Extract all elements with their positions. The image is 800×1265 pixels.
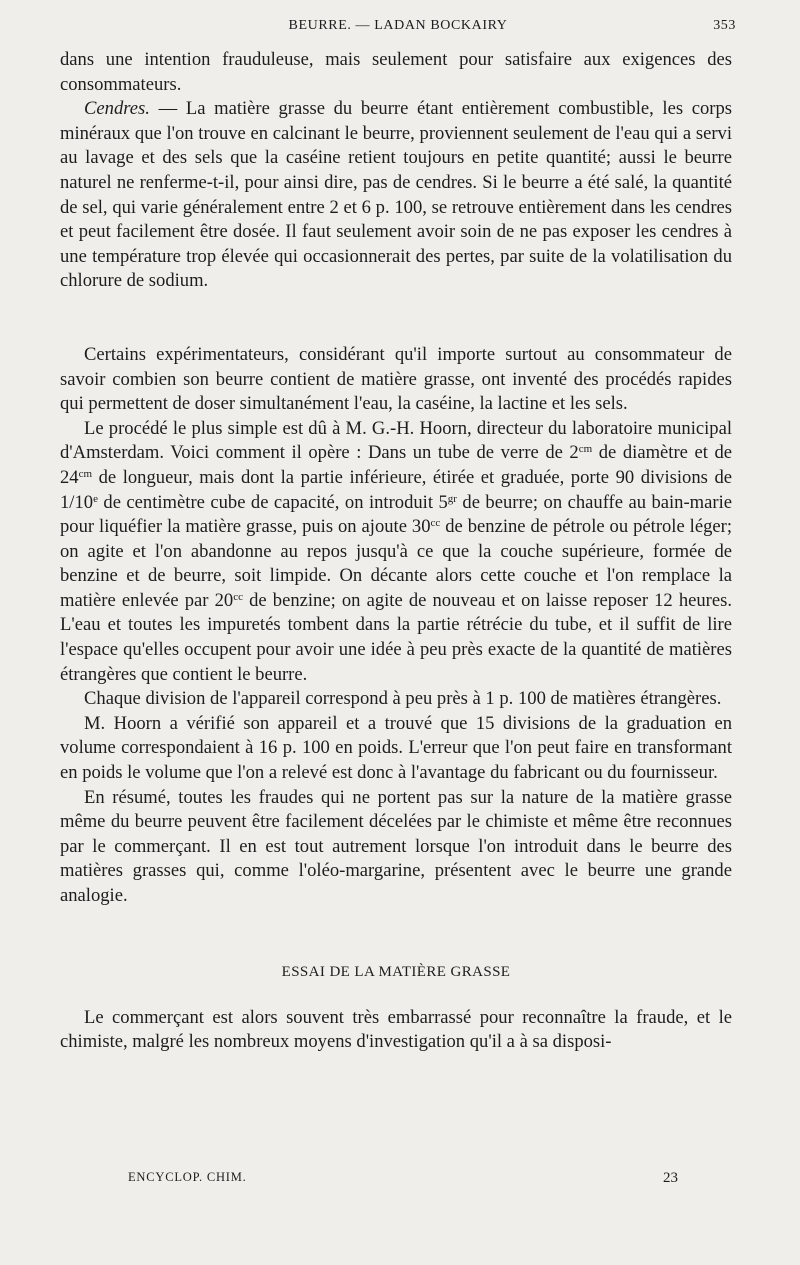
text-run: Le procédé le plus simple est dû à M. G.-H. Hoorn, directeur du laboratoire municipal d'Amsterdam. Voici comment il opère : Dans un tube de verre de 2	[60, 417, 732, 464]
text-run: de diamètre et de 24	[60, 442, 732, 488]
paragraph: Certains expérimentateurs, considérant qu'il importe surtout au consommateur de savoir combien son beurre contient de matière grasse, ont inventé des procédés rapides qui permettent de doser simultanément l'eau, la caséine, la lactine et les sels.	[60, 343, 732, 415]
superscript: cm	[78, 467, 93, 480]
section-heading: ESSAI DE LA MATIÈRE GRASSE	[281, 963, 511, 980]
text-run: de centimètre cube de capacité, on introduit 5	[97, 491, 448, 513]
body-text	[60, 48, 732, 1055]
paragraph-hoorn-procedure	[60, 417, 732, 688]
superscript: e	[93, 492, 98, 505]
paragraph: En résumé, toutes les fraudes qui ne portent pas sur la nature de la matière grasse même du beurre peuvent être facilement décelées par le chimiste et même être reconnues par le commerçant. Il en est tout autrement lorsque l'on introduit dans le beurre des matières grasses qui, comme l'oléo-margarine, présentent avec le beurre une grande analogie.	[60, 786, 732, 906]
page-number: 353	[713, 18, 736, 33]
page-footer	[128, 1170, 678, 1190]
footer-title: ENCYCLOP. CHIM.	[128, 1170, 247, 1184]
superscript: cc	[430, 517, 441, 530]
text-run: de beurre; on chauffe au bain-marie pour liquéfier la matière grasse, puis on ajoute 30	[60, 491, 732, 538]
signature-mark: 23	[663, 1170, 678, 1186]
superscript: cm	[578, 443, 593, 456]
paragraph: M. Hoorn a vérifié son appareil et a trouvé que 15 divisions de la graduation en volume correspondaient à 16 p. 100 en poids. L'erreur que l'on peut faire en transformant en poids le volume que l'on a relevé est donc à l'avantage du fabricant ou du fournisseur.	[60, 712, 732, 784]
spacer	[60, 909, 732, 960]
running-header	[60, 16, 736, 40]
running-title: BEURRE. — LADAN BOCKAIRY	[288, 18, 508, 33]
paragraph: dans une intention frauduleuse, mais seulement pour satisfaire aux exigences des consommateurs.	[60, 49, 732, 95]
paragraph-cendres	[60, 97, 732, 294]
paragraph-text: — La matière grasse du beurre étant entièrement combustible, les corps minéraux que l'on trouve en calcinant le beurre, proviennent seulement de l'eau qui a servi au lavage et des sels que la caséine retient toujours en petite quantité; aussi le beurre naturel ne renferme-t-il, pour ainsi dire, pas de cendres. Si le beurre a été salé, la quantité de sel, qui varie généralement entre 2 et 6 p. 100, se retrouve entièrement dans les cendres et peut facilement être dosée. Il faut seulement avoir soin de ne pas exposer les cendres à une température trop élevée qui occasionnerait des pertes, par suite de la volatilisation du chlorure de sodium.	[60, 98, 732, 292]
paragraph-lead-italic: Cendres.	[84, 98, 150, 120]
superscript: cc	[233, 590, 243, 603]
text-run: de longueur, mais dont la partie inférieure, étirée et graduée, porte 90 divisions de 1/10	[60, 466, 732, 513]
paragraph: Le commerçant est alors souvent très embarrassé pour reconnaître la fraude, et le chimiste, malgré les nombreux moyens d'investigation qu'il a à sa disposi-	[60, 1006, 732, 1053]
spacer	[60, 984, 732, 1006]
paragraph: Chaque division de l'appareil correspond à peu près à 1 p. 100 de matières étrangères.	[84, 688, 722, 710]
superscript: gr	[447, 492, 457, 505]
text-run: de benzine; on agite de nouveau et on laisse reposer 12 heures. L'eau et toutes les impuretés tombent dans la partie rétrécie du tube, et il suffit de lire l'espace qu'elles occupent pour avoir une idée à peu près exacte de la quantité de matières étrangères que contient le beurre.	[60, 589, 733, 685]
spacer	[60, 294, 732, 343]
text-run: de benzine de pétrole ou pétrole léger; on agite et l'on abandonne au repos jusqu'à ce que la couche supérieure, formée de benzine et de beurre, soit limpide. On décante alors cette couche et l'on remplace la matière enlevée par 20	[60, 516, 732, 611]
